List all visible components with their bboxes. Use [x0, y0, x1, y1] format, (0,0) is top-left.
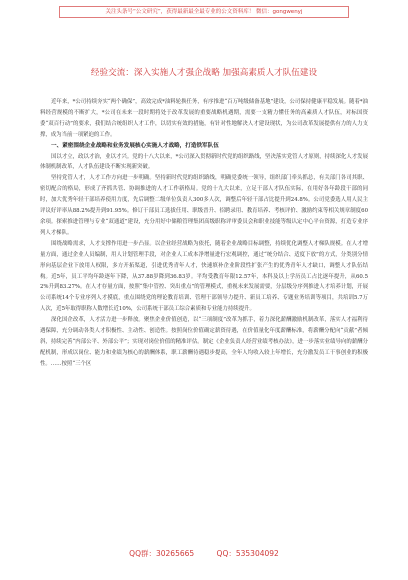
footer-contact: [0, 548, 408, 559]
qq-text: QQ：535304092: [216, 549, 279, 558]
paragraph: 围绕战略需求，人才支撑作用进一步凸显。以企业经营战略为依托，随着企业战略目标调整，持续优化调整人才梯队规模。在人才增量方面，通过企业人员编制，用人计划管理手段，对企业人工成本净增量进行宏观调控，通过“统分结合、适度下放”的方式，分类别分情形向基层企业下放用人权限，多方开拓渠道，引进优秀青年人才，快速填补企业阶段性扩张产生的优秀青年人才缺口，调整人才队伍结构。近5年，员工平均年龄逐年下降，从37.88岁降到36.83岁。平均受教育年限12.57年，本科及以上学历员工占比逐年提升，从60.52%升到83.27%。在人才存量方面，按照“集中管控、突出重点”的管理模式，重视未来发展需要，分层级分序列推进人才培养计划，开展公司系统14个专业序列人才摸底，重点围绕党的理论教育培训、管理干部领导力提升、新员工培养、专题业务培训等项目，共培训5.7万人次，近5年取得职称人数增长近10%，公司系统干部员工综合素质和专业能力持续提升。: [40, 240, 368, 313]
article-title: 经验交流：深入实施人才强企战略 加强高素质人才队伍建设: [90, 68, 318, 78]
paragraph: 国以才立，政以才治，业以才兴。党的十八大以来，*公司深入贯彻新时代党的组织路线，坚决落实党管人才原则，持续深化人才发展体制机制改革，人才队伍建设不断实现新突破。: [40, 153, 368, 171]
paragraph: 深化国企改革，人才活力进一步释放。聚焦企业价值创造，以“三项制度”改革为抓手，着力深化薪酬激励机制改革，落实人才福利待遇保障，充分调动各类人才积极性、主动性、创造性。按照岗位价值确定薪资待遇，在价值量化年度薪酬标准，将薪酬分配向“贡献”者倾斜，持续完善“内部公平、外部公平”；实现对岗位价值的精准评估。制定《企业负责人经营业绩考核办法》，进一步落实业绩导向的薪酬分配机制，形成以岗位、能力和业绩为核心的薪酬体系，职工薪酬待遇稳步提高，全年人均收入较上年增长，充分激发员工干事创业的积极性。……按照“三个区: [40, 317, 368, 367]
section-heading: 一、紧密围绕企业战略和业务发展核心实施人才战略，打造铁军队伍: [51, 142, 219, 149]
article-body: [40, 97, 368, 370]
qq-group-text: QQ群：30265665: [129, 549, 195, 558]
paragraph: 近年来，*公司持续夯实“两个确保”，高效完成*油料轮换任务，有序推进“百万吨级储备基地”建设，公司保持健康平稳发展。随着*油料经营规模的不断扩大，*公司在未来一段时期将处于改革发展的重要战略机遇期，需要一支精力懂任务的高素质人才队伍，对标国资委“双百行动”的要求，我们结合统组织人才工作，以切实有效的措施，有针对性地解决人才建设现状，为公司改革发展提供有力的人力支撑，成为当前一项紧迫的工作。: [40, 99, 368, 138]
top-banner: 关注头条号“公文研究”，获得最新最全最专业的公文资料库！ 微信：gongwenyj: [59, 6, 349, 18]
paragraph: 坚持党管人才，人才工作方向进一步明确。坚持新时代党的组织路线，明确党委统一领导，组织部门牵头抓总，有关部门各司其职、密切配合的格局，形成了齐抓共管、协调推进的人才工作新格局。党的十九大以来，立足干部人才队伍实际，在用好各年龄段干部的同时，加大优秀年轻干部培养使用力度，先后调整二级单位负责人300多人次，调整后年轻干部占比提升到24.8%。公司党委选人用人民主评议好评率从88.2%提升到91.95%。修订干部员工选拔任用、职级晋升、招聘录用、教育培养、考核评价、激励约束等相关规章制度60余项。探索推进管理与专业“双通道”建设，充分用好中储粮管理集团高级职称评审委员会和职业技能等级认定中心平台资源，打造专业序列人才梯队。: [40, 175, 368, 236]
